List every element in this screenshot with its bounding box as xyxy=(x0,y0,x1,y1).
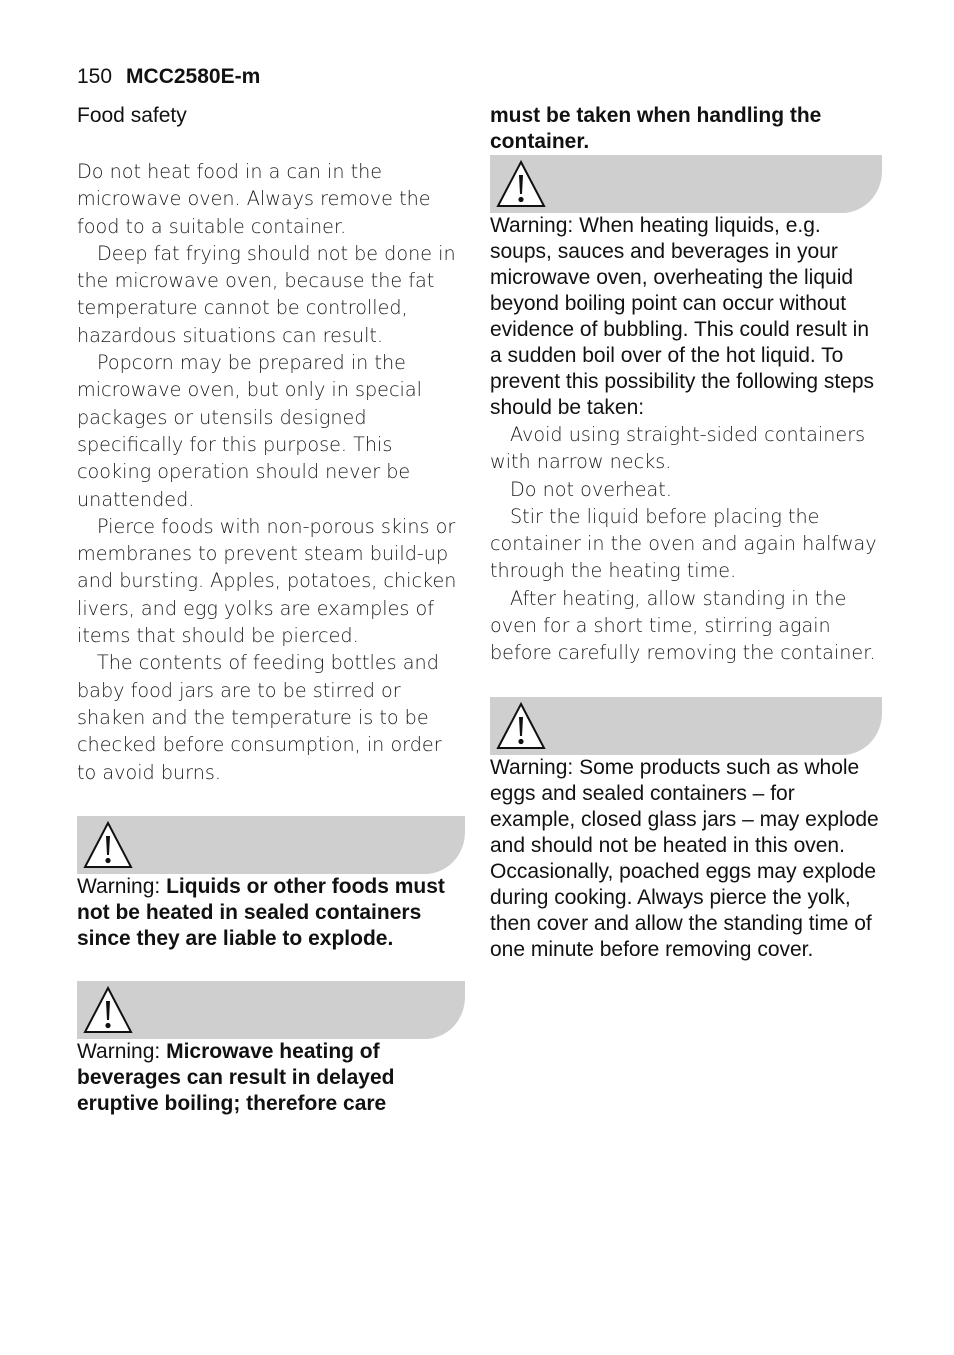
paragraph: Do not heat food in a can in the microwave oven. Always remove the food to a suitable container. xyxy=(77,160,431,238)
warning-triangle-icon xyxy=(82,985,134,1035)
warning-text: Warning: When heating liquids, e.g. soups, sauces and beverages in your microwave oven, overheating the liquid beyond boiling point can occur without evidence of bubbling. This could result in a sudden boil over of the hot liquid. To prevent this possibility the following steps should be taken: xyxy=(490,214,875,419)
paragraph: The contents of feeding bottles and baby food jars are to be stirred or shaken and the temperature is to be checked before consumption, in order to avoid burns. xyxy=(77,651,442,784)
model-name: MCC2580E-m xyxy=(126,65,261,88)
left-column xyxy=(77,103,465,1117)
list-item: Avoid using straight-sided containers with narrow necks. xyxy=(490,423,866,474)
list-item: Do not overheat. xyxy=(510,477,672,501)
warning-text: Warning: Some products such as whole eggs and sealed containers – for example, closed glass jars – may explode and should not be heated in this oven. Occasionally, poached eggs may explode during cooking. Always pierce the yolk, then cover and allow the standing time of one minute before removing cover. xyxy=(490,755,879,961)
warning-triangle-icon xyxy=(82,820,134,870)
list-item: After heating, allow standing in the oven for a short time, stirring again before carefully removing the container. xyxy=(490,586,876,665)
warning-banner xyxy=(490,155,882,213)
warning-text: Warning: Microwave heating of beverages can result in delayed eruptive boiling; therefore care xyxy=(77,1039,395,1115)
paragraph: Popcorn may be prepared in the microwave oven, but only in special packages or utensils designed specifically for this purpose. This cooking operation should never be unattended. xyxy=(77,351,422,511)
warning-text: Warning: Liquids or other foods must not be heated in sealed containers since they are liable to explode. xyxy=(77,874,445,950)
right-column xyxy=(490,103,882,963)
paragraph: Deep fat frying should not be done in the microwave oven, because the fat temperature cannot be controlled, hazardous situations can result. xyxy=(77,241,456,347)
section-title: Food safety xyxy=(77,104,187,127)
steps-list xyxy=(490,421,882,667)
list-item: Stir the liquid before placing the container in the oven and again halfway through the heating time. xyxy=(490,504,877,583)
warning-triangle-icon xyxy=(495,701,547,751)
paragraph: Pierce foods with non-porous skins or membranes to prevent steam build-up and bursting. Apples, potatoes, chicken livers, and egg yolks are examples of items that should be pierced. xyxy=(77,514,457,648)
warning-banner xyxy=(490,697,882,755)
warning-triangle-icon xyxy=(495,159,547,209)
warning-banner xyxy=(77,981,465,1039)
food-safety-text xyxy=(77,158,465,786)
page-header xyxy=(77,64,260,90)
warning-banner xyxy=(77,816,465,874)
warning-continued: must be taken when handling the container. xyxy=(490,104,822,153)
page-number: 150 xyxy=(77,65,113,88)
